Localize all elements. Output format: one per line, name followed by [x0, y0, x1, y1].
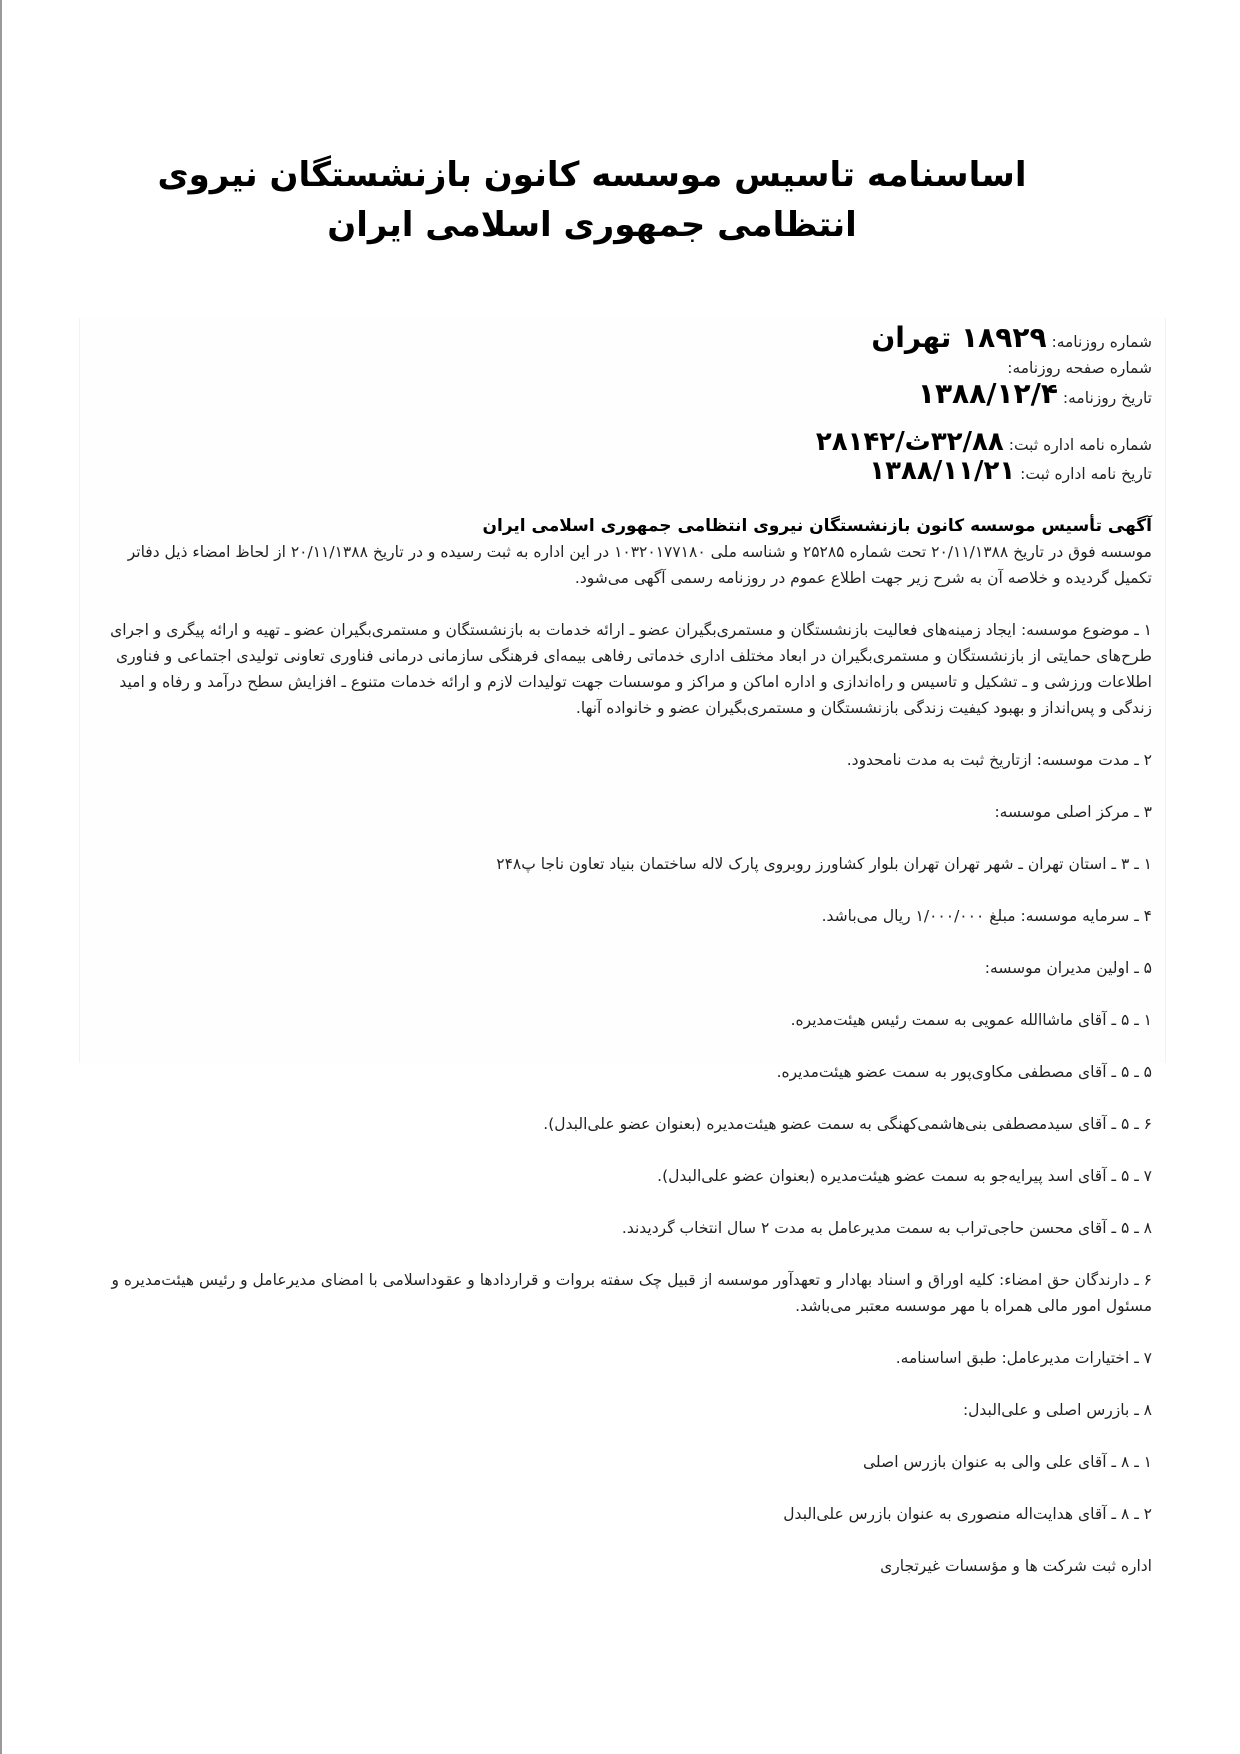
- newspaper-date-row: [92, 377, 1152, 411]
- issuing-office-signature: اداره ثبت شرکت ها و مؤسسات غیرتجاری: [880, 1557, 1152, 1575]
- announcement-title: آگهی تأسیس موسسه کانون بازنشستگان نیروی انتظامی جمهوری اسلامی ایران: [482, 516, 1152, 536]
- article-duration: ۲ ـ مدت موسسه: ازتاریخ ثبت به مدت نامحدود.: [846, 751, 1152, 769]
- registry-letter-date-label: تاریخ نامه اداره ثبت:: [1020, 465, 1152, 483]
- registry-letter-number-value: ۳۲/۸۸ث/۲۸۱۴۲: [815, 427, 1004, 457]
- director-item: ۷ ـ ۵ ـ آقای اسد پیرایه‌جو به سمت عضو هیئت‌مدیره (بعنوان عضو علی‌البدل).: [657, 1167, 1152, 1185]
- registry-letter-number-row: [92, 429, 1152, 458]
- registry-letter-date-row: [92, 458, 1152, 487]
- article-signatories: ۶ ـ دارندگان حق امضاء: کلیه اوراق و اسناد بهادار و تعهدآور موسسه از قبیل چک سفته بروات و قراردادها و عقوداسلامی با امضای مدیرعامل و رئیس هیئت‌مدیره و مسئول امور مالی همراه با مهر موسسه معتبر می‌باشد.: [111, 1271, 1152, 1315]
- announcement-intro: موسسه فوق در تاریخ ۲۰/۱۱/۱۳۸۸ تحت شماره ۲۵۲۸۵ و شناسه ملی ۱۰۳۲۰۱۷۷۱۸۰ در این اداره به ثبت رسیده و در تاریخ ۲۰/۱۱/۱۳۸۸ از لحاظ امضاء ذیل دفاتر تکمیل گردیده و خلاصه آن به شرح زیر جهت اطلاع عموم در روزنامه رسمی آگهی می‌شود.: [127, 543, 1152, 587]
- newspaper-number-row: [92, 321, 1152, 355]
- director-item: ۸ ـ ۵ ـ آقای محسن حاجی‌تراب به سمت مدیرعامل به مدت ۲ سال انتخاب گردیدند.: [621, 1219, 1152, 1237]
- article-headquarters-address: ۱ ـ ۳ ـ استان تهران ـ شهر تهران تهران بلوار کشاورز روبروی پارک لاله ساختمان بنیاد تعاون ناجا پ۲۴۸: [496, 855, 1152, 873]
- newspaper-number-value: ۱۸۹۲۹ تهران: [871, 321, 1047, 354]
- inspector-item: ۱ ـ ۸ ـ آقای علی والی به عنوان بازرس اصلی: [862, 1453, 1152, 1471]
- article-capital: ۴ ـ سرمایه موسسه: مبلغ ۱/۰۰۰/۰۰۰ ریال می‌باشد.: [821, 907, 1152, 925]
- article-ceo-authority: ۷ ـ اختیارات مدیرعامل: طبق اساسنامه.: [895, 1349, 1152, 1367]
- newspaper-number-label: شماره روزنامه:: [1051, 333, 1152, 351]
- inspector-item: ۲ ـ ۸ ـ آقای هدایت‌اله منصوری به عنوان بازرس علی‌البدل: [783, 1505, 1152, 1523]
- document-title: [152, 150, 1032, 250]
- director-item: ۵ ـ ۵ ـ آقای مصطفی مکاوی‌پور به سمت عضو هیئت‌مدیره.: [776, 1063, 1152, 1081]
- article-headquarters: ۳ ـ مرکز اصلی موسسه:: [994, 803, 1152, 821]
- director-item: ۱ ـ ۵ ـ آقای ماشاالله عمویی به سمت رئیس هیئت‌مدیره.: [790, 1011, 1152, 1029]
- article-inspectors: ۸ ـ بازرس اصلی و علی‌البدل:: [962, 1401, 1152, 1419]
- article-subject: ۱ ـ موضوع موسسه: ایجاد زمینه‌های فعالیت بازنشستگان و مستمری‌بگیران عضو ـ ارائه خدمات به بازنشستگان و مستمری‌بگیران عضو ـ تهیه و ارائه پیگری و اجرای طرح‌های حمایتی از بازنشستگان و مستمری‌بگیران در ابعاد مختلف اداری خدماتی رفاهی بیمه‌ای فرهنگی سازمانی درمانی فناوری تعاونی تولیدی اجتماعی و فناوری اطلاعات ورزشی و ـ تشکیل و تاسیس و راه‌اندازی و اداره اماکن و مراکز و موسسات جهت تولیدات لازم و ارائه خدمات متنوع ـ افزایش سطح درآمد و رفاه و امید زندگی و پس‌انداز و بهبود کیفیت زندگی بازنشستگان و مستمری‌بگیران عضو و خانواده آنها.: [110, 621, 1152, 717]
- newspaper-metadata: [92, 321, 1152, 487]
- article-first-directors: ۵ ـ اولین مدیران موسسه:: [984, 959, 1152, 977]
- newspaper-date-value: ۱۳۸۸/۱۲/۴: [917, 377, 1058, 410]
- registry-letter-number-label: شماره نامه اداره ثبت:: [1008, 436, 1152, 454]
- newspaper-date-label: تاریخ روزنامه:: [1062, 389, 1152, 407]
- document-title-line-1: اساسنامه تاسیس موسسه کانون بازنشستگان نیروی: [157, 155, 1027, 195]
- director-item: ۶ ـ ۵ ـ آقای سیدمصطفی بنی‌هاشمی‌کهنگی به سمت عضو هیئت‌مدیره (بعنوان عضو علی‌البدل).: [543, 1115, 1152, 1133]
- document-body: [92, 321, 1152, 1579]
- newspaper-page-label: شماره صفحه روزنامه:: [1007, 359, 1152, 377]
- document-title-line-2: انتظامی جمهوری اسلامی ایران: [327, 205, 857, 245]
- registry-letter-date-value: ۱۳۸۸/۱۱/۲۱: [869, 456, 1016, 486]
